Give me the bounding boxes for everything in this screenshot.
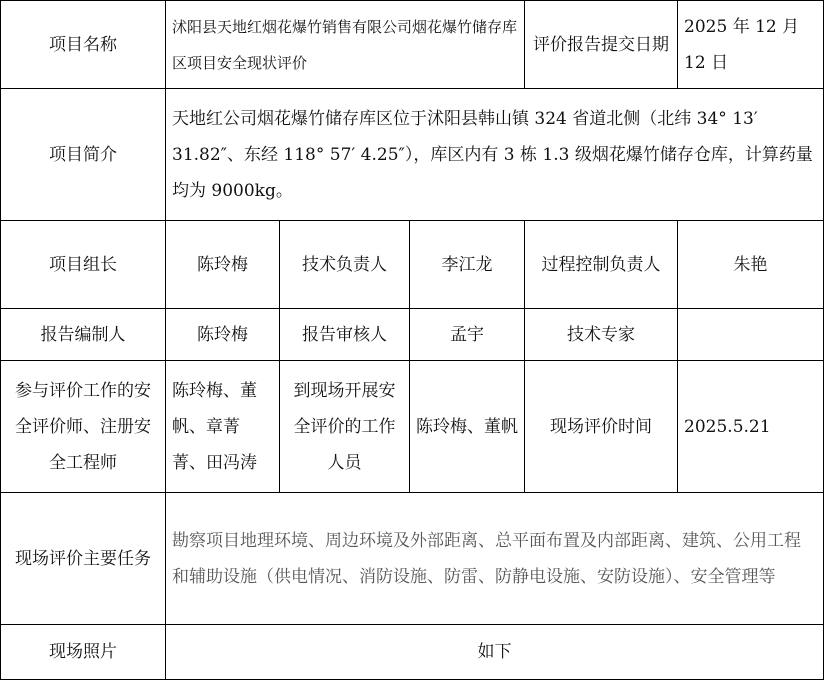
participants-value: 陈玲梅、董帆、章菁菁、田冯涛 [166, 361, 280, 493]
onsite-staff-label: 到现场开展安全评价的工作人员 [280, 361, 410, 493]
onsite-staff-value: 陈玲梅、董帆 [410, 361, 525, 493]
row-site-photos [1, 625, 824, 680]
report-author-value: 陈玲梅 [166, 309, 280, 361]
process-control-value: 朱艳 [678, 221, 824, 309]
site-photos-label: 现场照片 [1, 625, 166, 680]
row-report-author [1, 309, 824, 361]
project-intro-text: 天地红公司烟花爆竹储存库区位于沭阳县韩山镇 324 省道北侧（北纬 34° 13′ 31.82″、东经 118° 57′ 4.25″），库区内有 3 栋 1.3 级烟花爆竹储存仓库，计算药量均为 9000kg。 [166, 89, 824, 221]
onsite-time-value: 2025.5.21 [678, 361, 824, 493]
participants-label: 参与评价工作的安全评价师、注册安全工程师 [1, 361, 166, 493]
project-name-label: 项目名称 [1, 1, 166, 89]
main-tasks-label: 现场评价主要任务 [1, 493, 166, 625]
main-tasks-text: 勘察项目地理环境、周边环境及外部距离、总平面布置及内部距离、建筑、公用工程和辅助设施（供电情况、消防设施、防雷、防静电设施、安防设施）、安全管理等 [166, 493, 824, 625]
report-reviewer-value: 孟宇 [410, 309, 525, 361]
tech-lead-label: 技术负责人 [280, 221, 410, 309]
project-name-value: 沭阳县天地红烟花爆竹销售有限公司烟花爆竹储存库区项目安全现状评价 [166, 1, 525, 89]
report-reviewer-label: 报告审核人 [280, 309, 410, 361]
site-photos-value: 如下 [166, 625, 824, 680]
tech-lead-value: 李江龙 [410, 221, 525, 309]
row-project-intro [1, 89, 824, 221]
tech-expert-label: 技术专家 [525, 309, 678, 361]
report-author-label: 报告编制人 [1, 309, 166, 361]
report-date-value: 2025 年 12 月 12 日 [678, 1, 824, 89]
tech-expert-value [678, 309, 824, 361]
row-project-name [1, 1, 824, 89]
project-intro-label: 项目简介 [1, 89, 166, 221]
team-leader-label: 项目组长 [1, 221, 166, 309]
process-control-label: 过程控制负责人 [525, 221, 678, 309]
row-main-tasks [1, 493, 824, 625]
row-participants [1, 361, 824, 493]
row-team-leader [1, 221, 824, 309]
report-date-label: 评价报告提交日期 [525, 1, 678, 89]
onsite-time-label: 现场评价时间 [525, 361, 678, 493]
team-leader-value: 陈玲梅 [166, 221, 280, 309]
